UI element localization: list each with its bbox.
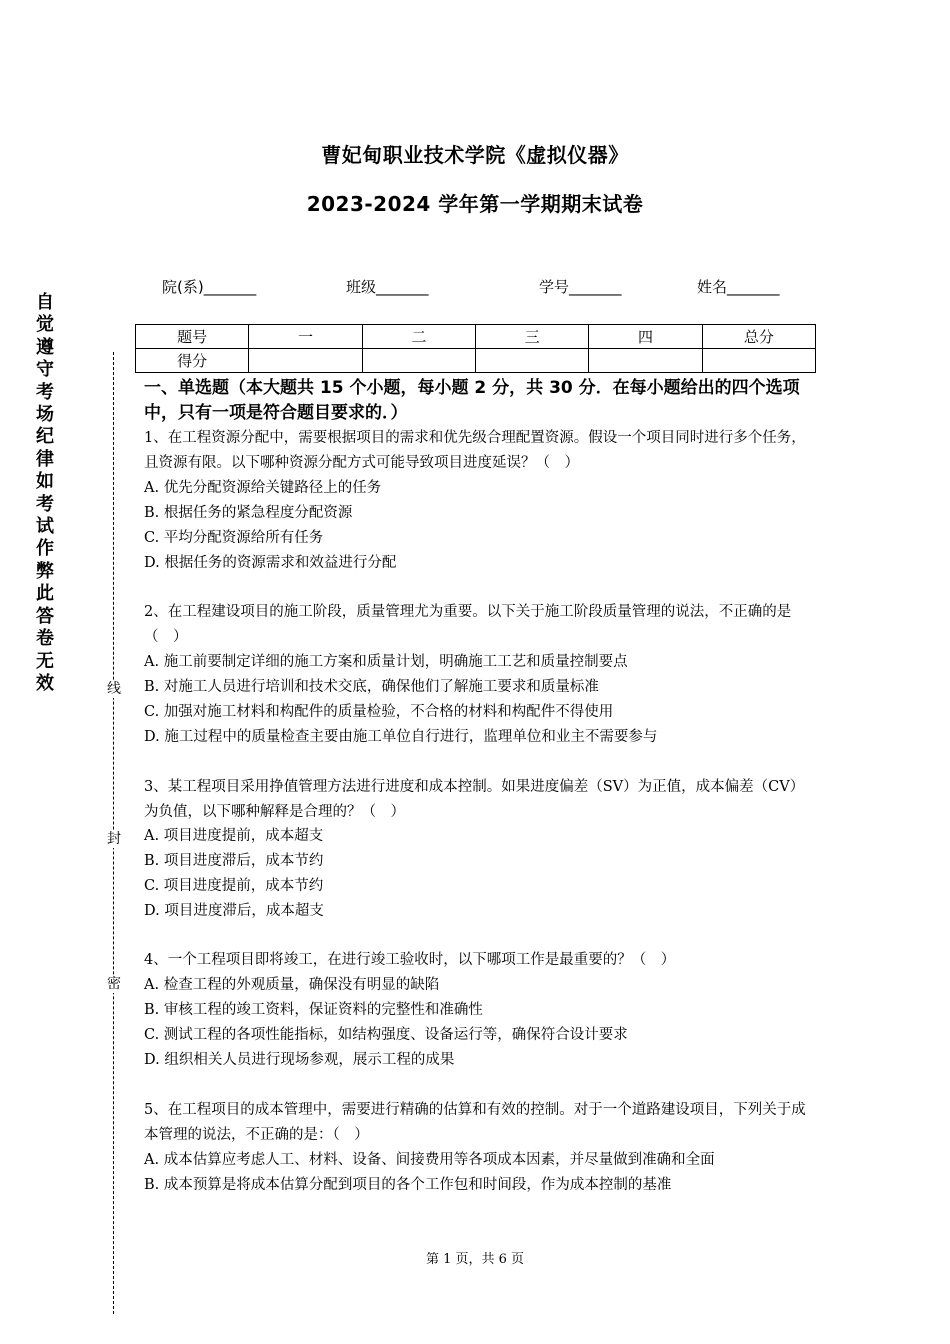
option-c: C. 项目进度提前，成本节约 <box>144 878 324 894</box>
department-field: 院(系)_______ <box>162 278 257 296</box>
page-number: 第 1 页，共 6 页 <box>425 1252 525 1267</box>
score-cell[interactable] <box>702 349 815 373</box>
score-cell[interactable] <box>249 349 362 373</box>
score-cell: 一 <box>249 325 362 349</box>
score-cell: 题号 <box>136 325 249 349</box>
question-stem: 4、一个工程项目即将竣工，在进行竣工验收时，以下哪项工作是最重要的？（ ） <box>144 952 676 968</box>
question-stem: 2、在工程建设项目的施工阶段，质量管理尤为重要。以下关于施工阶段质量管理的说法，不正确的是（ ） <box>144 604 792 645</box>
option-b: B. 审核工程的竣工资料，保证资料的完整性和准确性 <box>144 1002 483 1018</box>
question-stem: 5、在工程项目的成本管理中，需要进行精确的估算和有效的控制。对于一个道路建设项目，下列关于成本管理的说法，不正确的是：（ ） <box>144 1102 806 1143</box>
option-b: B. 对施工人员进行培训和技术交底，确保他们了解施工要求和质量标准 <box>144 679 599 695</box>
seal-label-secret: 密 <box>104 975 124 993</box>
option-a: A. 成本估算应考虑人工、材料、设备、间接费用等各项成本因素，并尽量做到准确和全面 <box>144 1152 715 1168</box>
option-c: C. 加强对施工材料和构配件的质量检验，不合格的材料和构配件不得使用 <box>144 704 614 720</box>
exam-discipline-notice: 自觉遵守考场纪律如考试作弊此答卷无效 <box>36 292 54 694</box>
class-field: 班级_______ <box>346 278 429 296</box>
option-d: D. 施工过程中的质量检查主要由施工单位自行进行，监理单位和业主不需要参与 <box>144 729 658 745</box>
option-d: D. 组织相关人员进行现场参观，展示工程的成果 <box>144 1052 455 1068</box>
score-table <box>135 324 816 373</box>
seal-label-line: 线 <box>104 680 124 698</box>
option-c: C. 平均分配资源给所有任务 <box>144 530 324 546</box>
student-id-field: 学号_______ <box>539 278 622 296</box>
score-table-header-row <box>136 325 816 349</box>
score-cell[interactable] <box>475 349 588 373</box>
option-a: A. 优先分配资源给关键路径上的任务 <box>144 480 382 496</box>
option-b: B. 根据任务的紧急程度分配资源 <box>144 505 353 521</box>
option-a: A. 施工前要制定详细的施工方案和质量计划，明确施工工艺和质量控制要点 <box>144 654 628 670</box>
option-b: B. 项目进度滞后，成本节约 <box>144 853 324 869</box>
option-c: C. 测试工程的各项性能指标，如结构强度、设备运行等，确保符合设计要求 <box>144 1027 628 1043</box>
score-cell: 四 <box>589 325 702 349</box>
option-b: B. 成本预算是将成本估算分配到项目的各个工作包和时间段，作为成本控制的基准 <box>144 1177 672 1193</box>
score-cell: 总分 <box>702 325 815 349</box>
score-table-score-row <box>136 349 816 373</box>
question-stem: 3、某工程项目采用挣值管理方法进行进度和成本控制。如果进度偏差（SV）为正值，成本偏差（CV）为负值，以下哪种解释是合理的？（ ） <box>144 779 805 820</box>
option-a: A. 检查工程的外观质量，确保没有明显的缺陷 <box>144 977 440 993</box>
score-cell[interactable] <box>362 349 475 373</box>
score-cell[interactable] <box>589 349 702 373</box>
name-field: 姓名_______ <box>697 278 780 296</box>
exam-title-line1: 曹妃甸职业技术学院《虚拟仪器》 <box>321 143 629 167</box>
score-cell: 得分 <box>136 349 249 373</box>
option-d: D. 项目进度滞后，成本超支 <box>144 903 324 919</box>
score-cell: 二 <box>362 325 475 349</box>
section-heading: 一、单选题（本大题共 15 个小题，每小题 2 分，共 30 分．在每小题给出的四个选项中，只有一项是符合题目要求的．） <box>144 378 800 423</box>
option-d: D. 根据任务的资源需求和效益进行分配 <box>144 555 397 571</box>
exam-title-line2: 2023-2024 学年第一学期期末试卷 <box>306 192 644 216</box>
question-stem: 1、在工程资源分配中，需要根据项目的需求和优先级合理配置资源。假设一个项目同时进行多个任务，且资源有限。以下哪种资源分配方式可能导致项目进度延误？（ ） <box>144 430 806 471</box>
score-cell: 三 <box>475 325 588 349</box>
option-a: A. 项目进度提前，成本超支 <box>144 828 324 844</box>
seal-label-seal: 封 <box>104 830 124 848</box>
